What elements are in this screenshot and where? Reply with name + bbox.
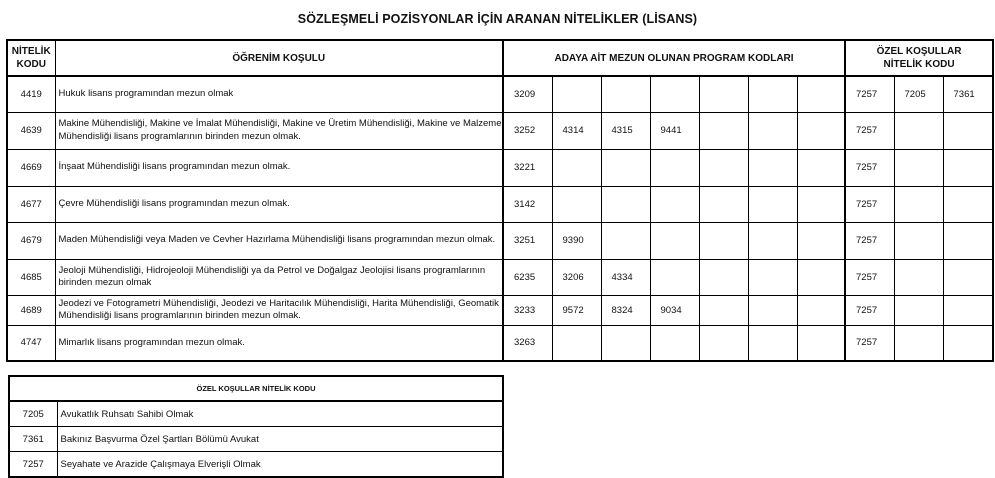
education-condition: Hukuk lisans programından mezun olmak <box>55 76 503 112</box>
special-condition-code <box>894 325 943 361</box>
program-code <box>797 222 845 259</box>
program-code <box>748 186 797 222</box>
program-code: 3252 <box>503 112 552 149</box>
program-code <box>748 259 797 295</box>
special-condition-code: 7257 <box>845 186 894 222</box>
program-code: 4314 <box>552 112 601 149</box>
qualification-code: 4747 <box>7 325 55 361</box>
table-row <box>7 295 993 325</box>
program-code: 3142 <box>503 186 552 222</box>
special-condition-code <box>894 149 943 186</box>
table-row <box>7 259 993 295</box>
header-programs: ADAYA AİT MEZUN OLUNAN PROGRAM KODLARI <box>503 40 845 76</box>
legend-row <box>9 427 503 452</box>
legend-code: 7205 <box>9 401 57 427</box>
special-condition-code: 7205 <box>894 76 943 112</box>
qualification-code: 4669 <box>7 149 55 186</box>
legend-row <box>9 401 503 427</box>
program-code: 4334 <box>601 259 650 295</box>
program-code <box>699 325 748 361</box>
table-row <box>7 222 993 259</box>
special-condition-code: 7257 <box>845 76 894 112</box>
special-condition-code <box>943 112 993 149</box>
legend-row <box>9 452 503 478</box>
program-code: 3233 <box>503 295 552 325</box>
special-condition-code <box>943 295 993 325</box>
qualification-code: 4639 <box>7 112 55 149</box>
program-code <box>797 186 845 222</box>
program-code <box>797 259 845 295</box>
special-condition-code: 7257 <box>845 259 894 295</box>
education-condition: Maden Mühendisliği veya Maden ve Cevher Hazırlama Mühendisliği lisans programından mezun olmak. <box>55 222 503 259</box>
program-code: 9390 <box>552 222 601 259</box>
legend-description: Bakınız Başvurma Özel Şartları Bölümü Avukat <box>57 427 503 452</box>
program-code: 9034 <box>650 295 699 325</box>
qualifications-table <box>6 39 994 362</box>
special-condition-code <box>943 222 993 259</box>
special-condition-code: 7257 <box>845 112 894 149</box>
education-condition: Jeodezi ve Fotogrametri Mühendisliği, Jeodezi ve Haritacılık Mühendisliği, Harita Mühendisliği, Geomatik Mühendisliği lisans programlarının birinden mezun olmak. <box>55 295 503 325</box>
program-code <box>748 325 797 361</box>
table-row <box>7 76 993 112</box>
header-row <box>7 40 993 76</box>
special-condition-code: 7257 <box>845 325 894 361</box>
qualification-code: 4419 <box>7 76 55 112</box>
program-code: 8324 <box>601 295 650 325</box>
program-code: 3209 <box>503 76 552 112</box>
special-condition-code <box>943 149 993 186</box>
qualification-code: 4679 <box>7 222 55 259</box>
special-conditions-legend <box>8 375 504 478</box>
program-code <box>699 186 748 222</box>
page-title: SÖZLEŞMELİ POZİSYONLAR İÇİN ARANAN NİTELİKLER (LİSANS) <box>297 12 698 26</box>
header-condition: ÖĞRENİM KOŞULU <box>55 40 503 76</box>
program-code <box>699 222 748 259</box>
legend-description: Avukatlık Ruhsatı Sahibi Olmak <box>57 401 503 427</box>
special-condition-code: 7257 <box>845 295 894 325</box>
program-code: 9441 <box>650 112 699 149</box>
qualification-code: 4685 <box>7 259 55 295</box>
header-special: ÖZEL KOŞULLAR NİTELİK KODU <box>845 40 993 76</box>
special-condition-code <box>894 112 943 149</box>
special-condition-code <box>894 295 943 325</box>
table-row <box>7 149 993 186</box>
table-row <box>7 325 993 361</box>
program-code: 9572 <box>552 295 601 325</box>
special-condition-code <box>894 186 943 222</box>
program-code <box>748 295 797 325</box>
program-code <box>748 149 797 186</box>
special-condition-code <box>894 259 943 295</box>
special-condition-code: 7361 <box>943 76 993 112</box>
program-code <box>552 76 601 112</box>
education-condition: Makine Mühendisliği, Makine ve İmalat Mühendisliği, Makine ve Üretim Mühendisliği, Makine ve Malzeme Mühendisliği lisans programlarının birinden mezun olmak. <box>55 112 503 149</box>
program-code <box>552 325 601 361</box>
qualification-code: 4689 <box>7 295 55 325</box>
program-code <box>650 222 699 259</box>
header-code: NİTELİK KODU <box>7 40 55 76</box>
qualification-code: 4677 <box>7 186 55 222</box>
special-condition-code <box>943 186 993 222</box>
special-condition-code <box>943 325 993 361</box>
program-code <box>601 186 650 222</box>
special-condition-code: 7257 <box>845 149 894 186</box>
program-code <box>797 295 845 325</box>
legend-code: 7361 <box>9 427 57 452</box>
program-code <box>797 325 845 361</box>
program-code: 3221 <box>503 149 552 186</box>
program-code <box>650 186 699 222</box>
special-condition-code <box>943 259 993 295</box>
education-condition: Mimarlık lisans programından mezun olmak. <box>55 325 503 361</box>
program-code <box>601 222 650 259</box>
program-code <box>650 149 699 186</box>
education-condition: Jeoloji Mühendisliği, Hidrojeoloji Mühendisliği ya da Petrol ve Doğalgaz Jeolojisi lisans programlarının birinden mezun olmak <box>55 259 503 295</box>
program-code: 4315 <box>601 112 650 149</box>
special-condition-code <box>894 222 943 259</box>
program-code <box>650 259 699 295</box>
education-condition: İnşaat Mühendisliği lisans programından mezun olmak. <box>55 149 503 186</box>
program-code: 3251 <box>503 222 552 259</box>
program-code <box>699 112 748 149</box>
table-row <box>7 112 993 149</box>
program-code: 3206 <box>552 259 601 295</box>
special-condition-code: 7257 <box>845 222 894 259</box>
program-code <box>650 325 699 361</box>
program-code <box>797 112 845 149</box>
program-code: 6235 <box>503 259 552 295</box>
legend-description: Seyahate ve Arazide Çalışmaya Elverişli Olmak <box>57 452 503 478</box>
legend-code: 7257 <box>9 452 57 478</box>
program-code <box>650 76 699 112</box>
program-code <box>601 76 650 112</box>
table-row <box>7 186 993 222</box>
program-code <box>552 149 601 186</box>
program-code <box>748 76 797 112</box>
legend-header: ÖZEL KOŞULLAR NİTELİK KODU <box>9 376 503 401</box>
program-code <box>748 222 797 259</box>
program-code <box>797 76 845 112</box>
program-code <box>699 295 748 325</box>
program-code <box>552 186 601 222</box>
program-code <box>699 149 748 186</box>
program-code: 3263 <box>503 325 552 361</box>
program-code <box>748 112 797 149</box>
education-condition: Çevre Mühendisliği lisans programından mezun olmak. <box>55 186 503 222</box>
program-code <box>797 149 845 186</box>
program-code <box>699 259 748 295</box>
program-code <box>699 76 748 112</box>
program-code <box>601 149 650 186</box>
program-code <box>601 325 650 361</box>
